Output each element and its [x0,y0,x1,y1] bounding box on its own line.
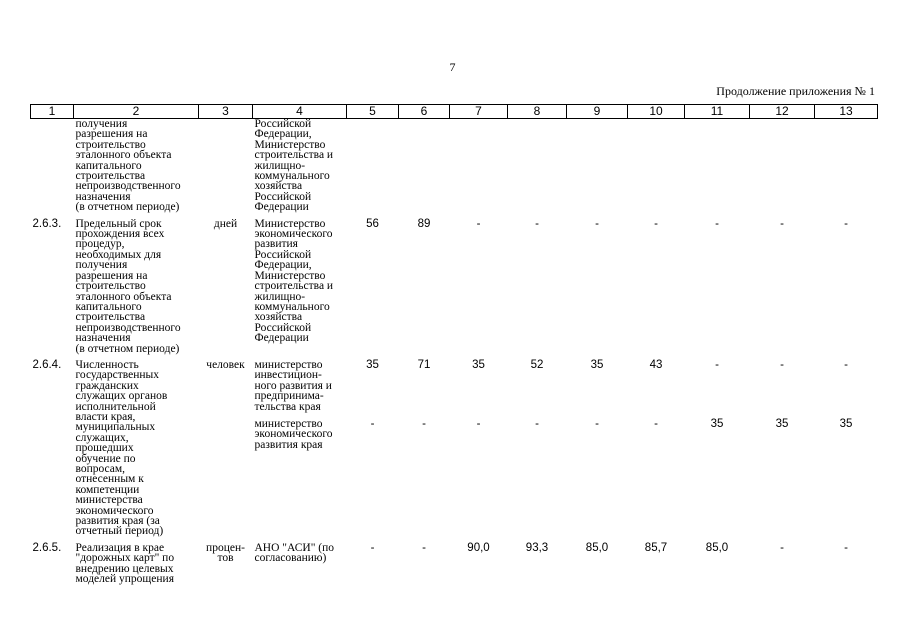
value-cell: - [844,358,848,371]
value-cell: - [595,417,599,430]
responsible: АНО "АСИ" (по согласованию) [254,541,334,565]
row-number: 2.6.5. [32,541,62,554]
responsible: министерство инвестицион- ного развития и предпринима- тельства края [254,358,332,413]
value-cell: - [780,358,784,371]
indicator-name: получения разрешения на строительство эталонного объекта капитального строительства непроизводственного назначения (в отчетном периоде) [75,118,181,214]
value-cell: - [422,541,426,554]
value-cell: - [422,417,426,430]
col-header: 4 [253,105,347,119]
value-cell: 35 [590,358,604,371]
responsible: Министерство экономического развития Российской Федерации, Министерство строительства и жилищно- коммунального хозяйства Российской Федерации [254,217,334,345]
table-row [31,119,878,213]
col-header: 12 [750,105,815,119]
value-cell: 56 [366,217,379,230]
value-cell: - [476,217,481,230]
value-cell: - [595,217,599,230]
table-row [31,354,878,415]
value-cell: 71 [417,358,431,371]
col-header: 1 [31,105,74,119]
row-number: 2.6.4. [32,358,62,371]
unit: процен- тов [206,541,245,565]
indicator-name: Предельный срок прохождения всех процедур, необходимых для получения разрешения на строительство эталонного объекта капитального строительства непроизводственного назначения (в отчетном периоде) [75,217,181,355]
value-cell: - [844,217,848,230]
col-header: 11 [685,105,750,119]
value-cell: 35 [710,417,724,430]
unit: дней [213,217,238,230]
value-cell: - [535,217,539,230]
page-number: 7 [449,60,456,74]
value-cell: 52 [530,358,544,371]
value-cell: 85,7 [644,541,668,554]
value-cell: - [715,358,719,371]
table-row [31,537,878,585]
continuation-label: Продолжение приложения № 1 [716,84,875,98]
col-header: 2 [74,105,199,119]
col-header: 10 [628,105,685,119]
appendix-table [30,104,878,584]
value-cell: 35 [775,417,789,430]
value-cell: 89 [417,217,431,230]
value-cell: - [476,417,481,430]
value-cell: - [535,417,539,430]
value-cell: 85,0 [585,541,609,554]
value-cell: - [370,417,375,430]
value-cell: - [654,417,658,430]
row-number [31,119,74,213]
unit: человек [206,358,245,371]
col-header: 8 [508,105,567,119]
value-cell: - [780,217,784,230]
value-cell: - [370,541,375,554]
value-cell: - [844,541,848,554]
indicator-name: Реализация в крае "дорожных карт" по внедрению целевых моделей упрощения [75,541,175,586]
responsible: министерство экономического развития края [254,417,333,451]
value-cell: 90,0 [467,541,490,554]
responsible: Российской Федерации, Министерство строительства и жилищно- коммунального хозяйства Российской Федерации [254,118,334,214]
table-row [31,213,878,354]
col-header: 6 [399,105,450,119]
value-cell: - [654,217,658,230]
unit [199,119,253,213]
value-cell: 93,3 [525,541,549,554]
value-cell: 35 [366,358,379,371]
col-header: 13 [815,105,878,119]
value-cell: - [715,217,719,230]
value-cell: 35 [839,417,853,430]
col-header: 7 [450,105,508,119]
value-cell: 85,0 [705,541,729,554]
col-header: 5 [347,105,399,119]
row-number: 2.6.3. [32,217,62,230]
value-cell: 35 [472,358,485,371]
col-header: 9 [567,105,628,119]
indicator-name: Численность государственных гражданских служащих органов исполнительной власти края, муниципальных служащих, прошедших обучение по вопросам, отнесенным к компетенции министерства экономического развития края (за отчетный период) [75,358,168,538]
value-cell: - [780,541,784,554]
header-row [31,105,878,119]
col-header: 3 [199,105,253,119]
value-cell: 43 [649,358,663,371]
